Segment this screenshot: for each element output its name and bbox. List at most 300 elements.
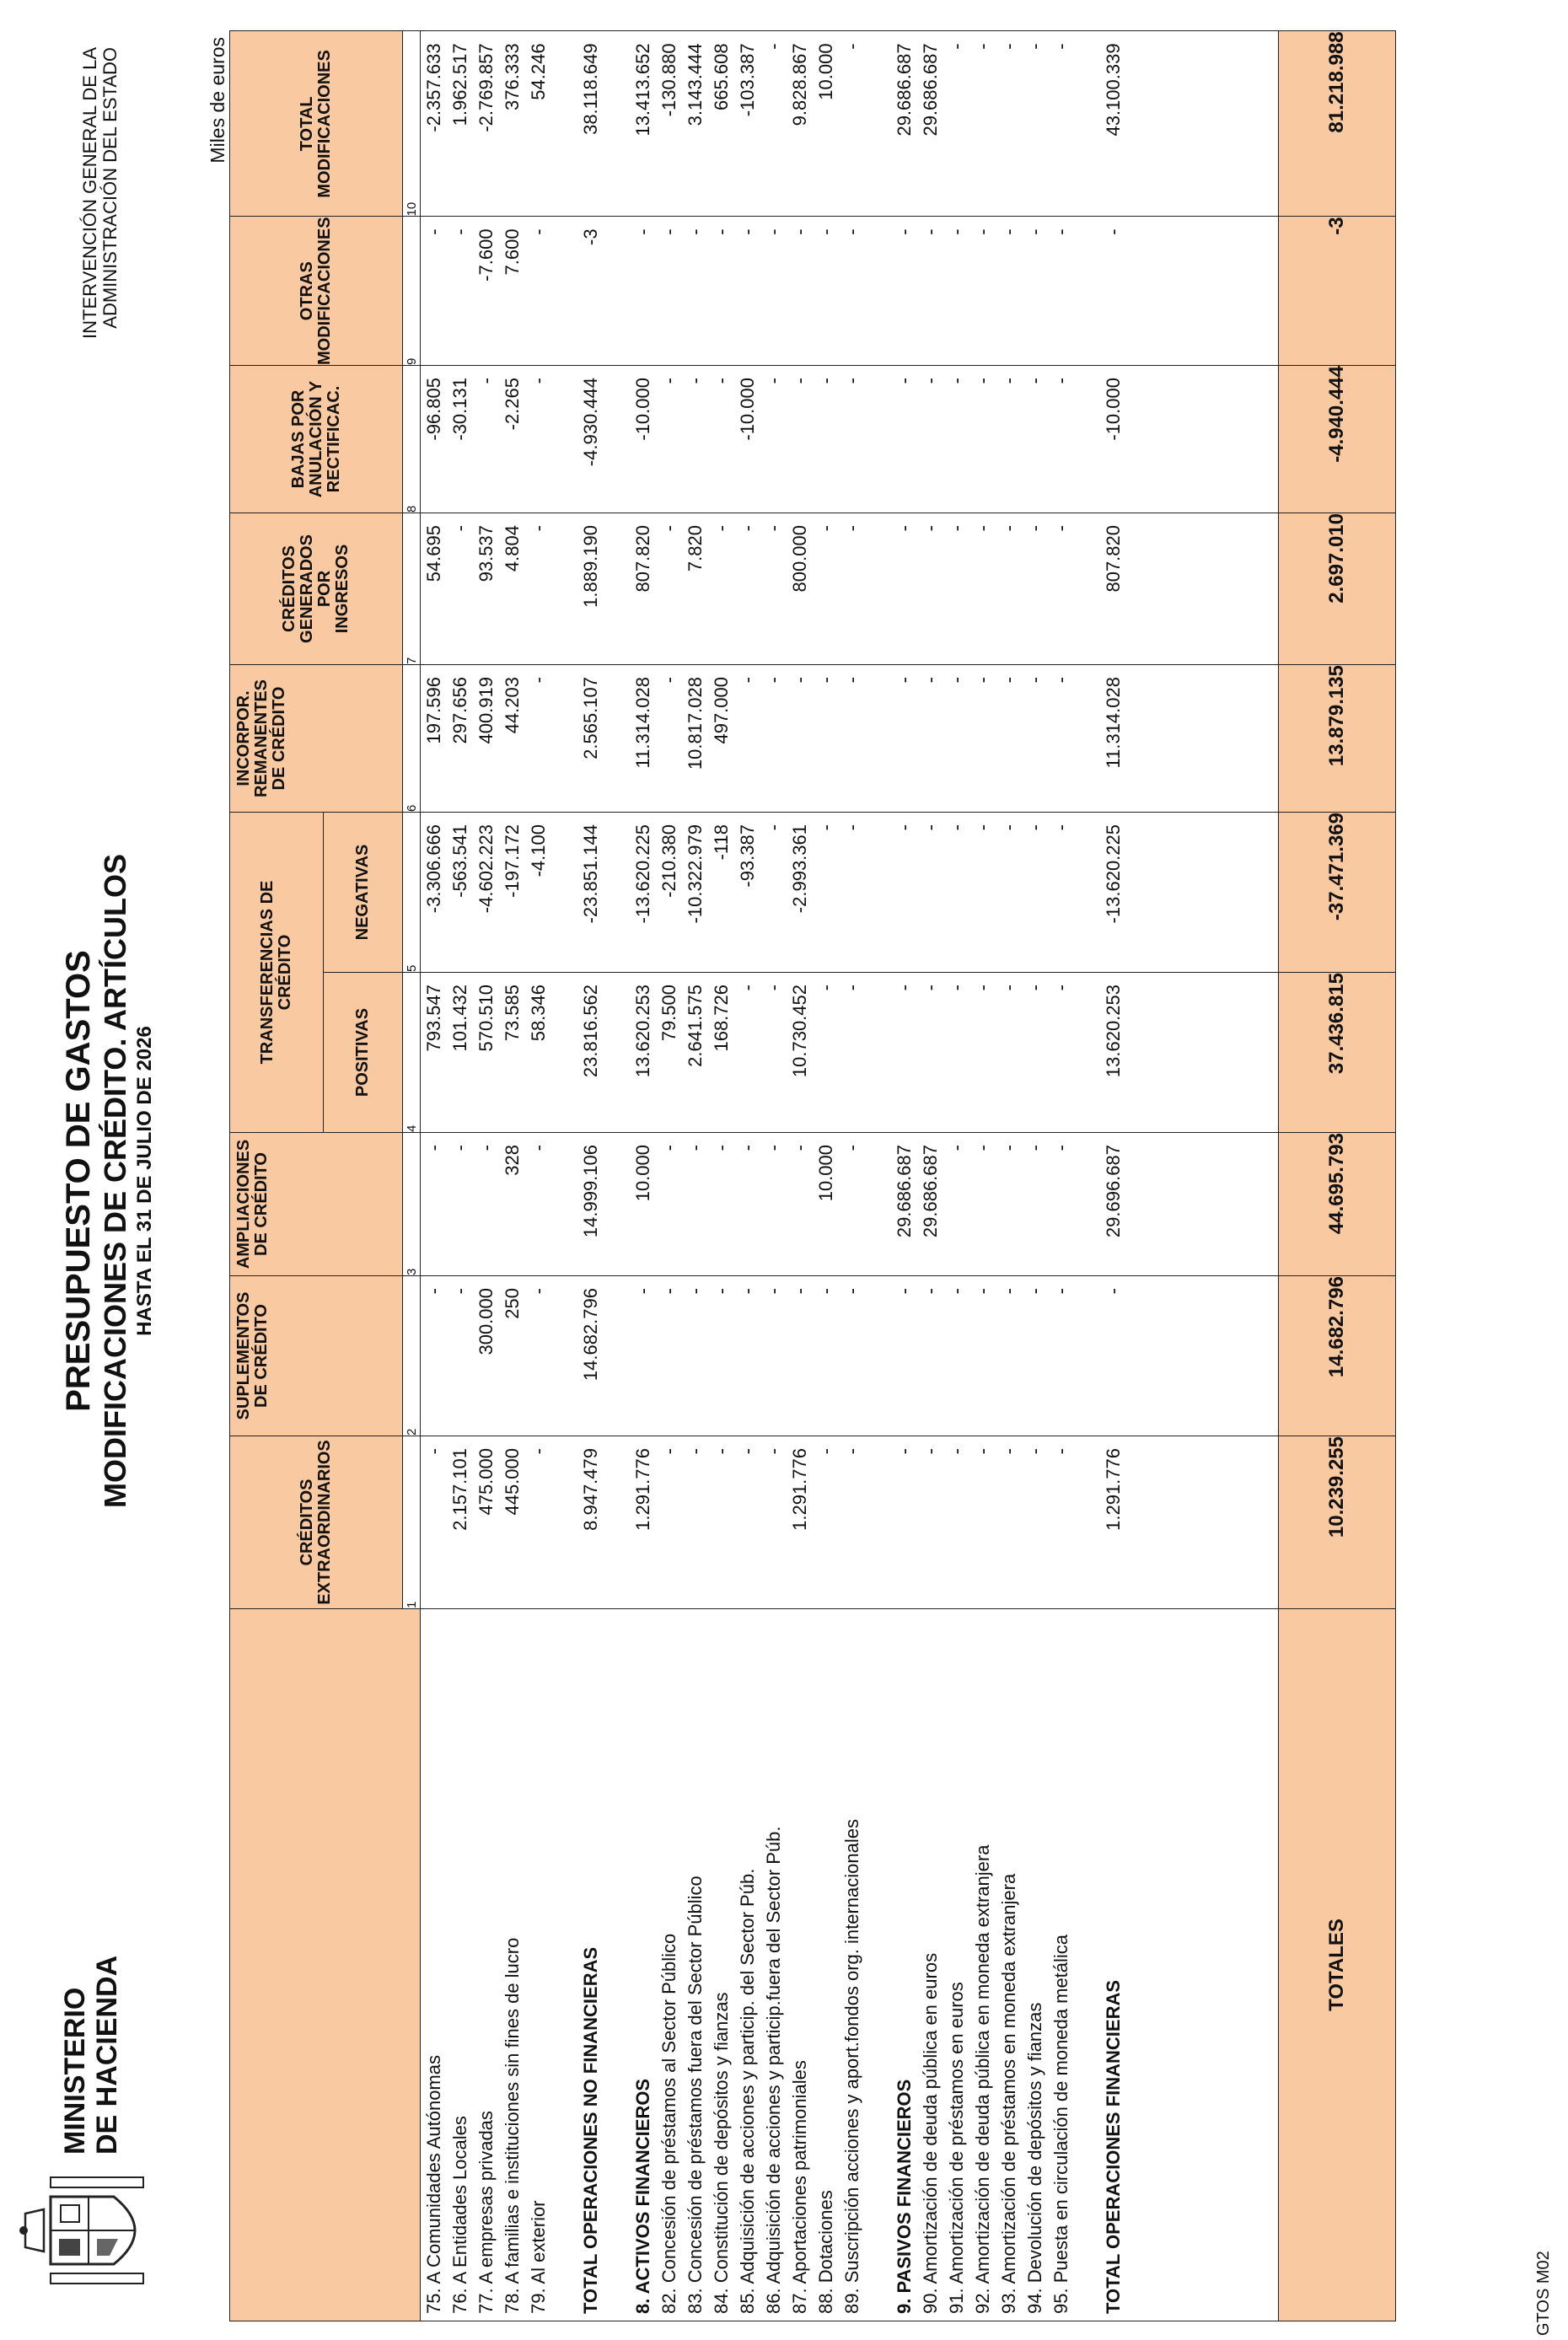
cell-value: - xyxy=(894,525,915,532)
row-label: 84. Constitución de depósitos y fianzas xyxy=(711,1992,732,2314)
cell-value: - xyxy=(1050,43,1071,50)
cell-value: - xyxy=(920,228,941,235)
cell-value: 101.432 xyxy=(449,985,470,1052)
cell-value: 29.686.687 xyxy=(894,43,915,137)
cell-value: 2.565.107 xyxy=(580,677,601,759)
row-spacer xyxy=(551,366,577,513)
row-label: 9. PASIVOS FINANCIEROS xyxy=(894,2079,915,2314)
cell-value: - xyxy=(528,378,549,384)
row-spacer xyxy=(1074,1609,1100,2321)
cell-value: - xyxy=(998,1288,1019,1295)
cell-value: - xyxy=(1024,677,1045,684)
cell-value: 328 xyxy=(502,1145,523,1176)
cell-value: - xyxy=(972,677,993,684)
cell-value: 93.537 xyxy=(475,525,497,582)
cell-value: - xyxy=(658,1288,679,1295)
cell-value: - xyxy=(1050,1288,1071,1295)
cell-value: - xyxy=(1050,1448,1071,1455)
cell-value: 29.686.687 xyxy=(894,1145,915,1238)
row-label: TOTAL OPERACIONES NO FINANCIERAS xyxy=(580,1946,601,2314)
values-column-4 xyxy=(421,973,1279,1133)
cell-value: - xyxy=(789,1145,810,1151)
cell-value: - xyxy=(972,1145,993,1151)
cell-value: 10.000 xyxy=(632,1145,653,1202)
row-spacer xyxy=(865,1276,891,1436)
cell-value: - xyxy=(528,1288,549,1295)
cell-value: 250 xyxy=(502,1288,523,1319)
cell-value: - xyxy=(475,378,497,384)
cell-value: 1.962.517 xyxy=(449,43,470,126)
cell-value: 475.000 xyxy=(475,1448,497,1516)
cell-value: - xyxy=(841,1288,862,1295)
total-value: 44.695.793 xyxy=(1279,1133,1396,1276)
cell-value: - xyxy=(946,43,967,50)
cell-value: - xyxy=(920,677,941,684)
cell-value: 7.600 xyxy=(502,228,523,276)
cell-value: -4.930.444 xyxy=(580,378,601,467)
cell-value: -10.000 xyxy=(632,378,653,441)
row-spacer xyxy=(551,1276,577,1436)
cell-value: 11.314.028 xyxy=(632,677,653,769)
cell-value: 297.656 xyxy=(449,677,470,744)
row-label: 87. Aportaciones patrimoniales xyxy=(789,2060,810,2314)
cell-value: - xyxy=(920,378,941,384)
header-col-4: POSITIVAS xyxy=(324,973,403,1133)
row-spacer xyxy=(1074,1276,1100,1436)
cell-value: - xyxy=(998,824,1019,831)
cell-value: -4.602.223 xyxy=(475,824,497,914)
cell-value: 13.413.652 xyxy=(632,43,653,137)
cell-value: - xyxy=(1050,985,1071,991)
cell-value: - xyxy=(711,1448,732,1455)
row-spacer xyxy=(604,665,630,812)
units-label: Miles de euros xyxy=(207,37,228,164)
cell-value: - xyxy=(737,228,758,235)
cell-value: 1.291.776 xyxy=(632,1448,653,1531)
cell-value: - xyxy=(1103,228,1124,235)
row-spacer xyxy=(865,973,891,1132)
cell-value: - xyxy=(920,525,941,532)
cell-value: -93.387 xyxy=(737,824,758,888)
total-value: -3 xyxy=(1279,217,1396,366)
row-spacer xyxy=(551,217,577,365)
cell-value: - xyxy=(685,228,706,235)
cell-value: 4.804 xyxy=(502,525,523,572)
total-value: -4.940.444 xyxy=(1279,366,1396,513)
row-spacer xyxy=(1074,665,1100,812)
document-title xyxy=(59,528,157,1834)
total-value: 13.879.135 xyxy=(1279,665,1396,813)
cell-value: - xyxy=(1024,824,1045,831)
cell-value: - xyxy=(763,228,784,235)
cell-value: - xyxy=(972,228,993,235)
cell-value: 665.608 xyxy=(711,43,732,110)
header-col-9: OTRAS MODIFICACIONES xyxy=(230,217,403,366)
header-col-6: INCORPOR. REMANENTES DE CRÉDITO xyxy=(230,665,403,813)
cell-value: - xyxy=(815,824,836,831)
cell-value: - xyxy=(528,228,549,235)
cell-value: - xyxy=(894,985,915,991)
cell-value: - xyxy=(946,1288,967,1295)
cell-value: - xyxy=(763,378,784,384)
values-column-2 xyxy=(421,1276,1279,1436)
cell-value: 10.730.452 xyxy=(789,985,810,1078)
cell-value: - xyxy=(449,1145,470,1151)
cell-value: 54.246 xyxy=(528,43,549,100)
cell-value: - xyxy=(972,1288,993,1295)
cell-value: 29.696.687 xyxy=(1103,1145,1124,1238)
row-label: 86. Adquisición de acciones y particip.fuera del Sector Púb. xyxy=(763,1826,784,2314)
cell-value: -4.100 xyxy=(528,824,549,878)
cell-value: - xyxy=(1050,525,1071,532)
cell-value: -2.265 xyxy=(502,378,523,431)
cell-value: - xyxy=(972,43,993,50)
cell-value: - xyxy=(972,985,993,991)
cell-value: - xyxy=(658,1448,679,1455)
cell-value: -96.805 xyxy=(423,378,444,441)
cell-value: 300.000 xyxy=(475,1288,497,1355)
cell-value: - xyxy=(1050,228,1071,235)
cell-value: 400.919 xyxy=(475,677,497,744)
column-number-row: 1 2 3 4 5 6 7 8 9 10 xyxy=(403,31,421,2321)
header-col-5: NEGATIVAS xyxy=(324,813,403,973)
row-spacer xyxy=(604,217,630,365)
cell-value: - xyxy=(815,1448,836,1455)
cell-value: - xyxy=(789,677,810,684)
cell-value: 14.999.106 xyxy=(580,1145,601,1238)
values-column-5 xyxy=(421,813,1279,973)
cell-value: - xyxy=(658,228,679,235)
cell-value: - xyxy=(763,985,784,991)
row-label: 76. A Entidades Locales xyxy=(449,2116,470,2314)
cell-value: 14.682.796 xyxy=(580,1288,601,1382)
cell-value: - xyxy=(841,824,862,831)
row-spacer xyxy=(1074,513,1100,664)
cell-value: -10.000 xyxy=(1103,378,1124,441)
cell-value: - xyxy=(685,1288,706,1295)
cell-value: - xyxy=(475,1145,497,1151)
cell-value: -197.172 xyxy=(502,824,523,898)
cell-value: 497.000 xyxy=(711,677,732,744)
cell-value: -2.993.361 xyxy=(789,824,810,914)
row-label: 95. Puesta en circulación de moneda metálica xyxy=(1050,1934,1071,2314)
cell-value: - xyxy=(449,525,470,532)
cell-value: 2.641.575 xyxy=(685,985,706,1067)
cell-value: - xyxy=(528,677,549,684)
row-spacer xyxy=(551,813,577,972)
header-transfers: TRANSFERENCIAS DE CRÉDITO xyxy=(230,813,324,1133)
row-label: 94. Devolución de depósitos y fianzas xyxy=(1024,2002,1045,2314)
row-label: 75. A Comunidades Autónomas xyxy=(423,2055,444,2314)
cell-value: - xyxy=(894,824,915,831)
cell-value: - xyxy=(763,1448,784,1455)
row-spacer xyxy=(604,973,630,1132)
cell-value: - xyxy=(423,1448,444,1455)
cell-value: - xyxy=(946,824,967,831)
values-column-7 xyxy=(421,513,1279,665)
row-spacer xyxy=(604,31,630,216)
cell-value: - xyxy=(763,43,784,50)
cell-value: - xyxy=(528,1448,549,1455)
cell-value: 43.100.339 xyxy=(1103,43,1124,137)
cell-value: -103.387 xyxy=(737,43,758,117)
cell-value: - xyxy=(998,228,1019,235)
cell-value: -3.306.666 xyxy=(423,824,444,914)
cell-value: - xyxy=(1050,677,1071,684)
cell-value: - xyxy=(920,985,941,991)
cell-value: - xyxy=(946,1145,967,1151)
row-spacer xyxy=(865,1609,891,2321)
row-spacer xyxy=(604,1133,630,1275)
cell-value: 10.000 xyxy=(815,43,836,100)
cell-value: -118 xyxy=(711,824,732,861)
row-label: 85. Adquisición de acciones y particip. del Sector Púb. xyxy=(737,1868,758,2314)
row-spacer xyxy=(865,665,891,812)
cell-value: - xyxy=(711,378,732,384)
cell-value: 800.000 xyxy=(789,525,810,593)
table-body xyxy=(421,31,1279,2321)
cell-value: 29.686.687 xyxy=(920,43,941,137)
cell-value: - xyxy=(711,1288,732,1295)
cell-value: 29.686.687 xyxy=(920,1145,941,1238)
cell-value: -10.000 xyxy=(737,378,758,441)
cell-value: -2.769.857 xyxy=(475,43,497,132)
cell-value: - xyxy=(449,228,470,235)
cell-value: - xyxy=(972,824,993,831)
cell-value: - xyxy=(894,378,915,384)
row-spacer xyxy=(1074,813,1100,972)
cell-value: - xyxy=(789,228,810,235)
cell-value: - xyxy=(894,677,915,684)
cell-value: -563.541 xyxy=(449,824,470,898)
cell-value: 445.000 xyxy=(502,1448,523,1516)
cell-value: - xyxy=(763,824,784,831)
cell-value: - xyxy=(763,677,784,684)
row-label: 93. Amortización de préstamos en moneda extranjera xyxy=(998,1873,1019,2314)
cell-value: - xyxy=(737,985,758,991)
cell-value: - xyxy=(841,677,862,684)
total-value: 10.239.255 xyxy=(1279,1436,1396,1609)
cell-value: - xyxy=(658,677,679,684)
cell-value: -10.322.979 xyxy=(685,824,706,924)
header-col-8: BAJAS POR ANULACIÓN Y RECTIFICAC. xyxy=(230,366,403,513)
header-row xyxy=(230,31,324,2321)
row-label: 8. ACTIVOS FINANCIEROS xyxy=(632,2078,653,2314)
cell-value: - xyxy=(1024,228,1045,235)
cell-value: - xyxy=(685,378,706,384)
cell-value: -210.380 xyxy=(658,824,679,898)
total-value: 14.682.796 xyxy=(1279,1276,1396,1436)
totals-row xyxy=(1279,31,1396,2321)
total-value: 81.218.988 xyxy=(1279,31,1396,217)
cell-value: - xyxy=(711,228,732,235)
cell-value: -3 xyxy=(580,228,601,245)
row-label: 92. Amortización de deuda pública en moneda extranjera xyxy=(972,1844,993,2314)
cell-value: - xyxy=(946,677,967,684)
row-spacer xyxy=(865,513,891,664)
cell-value: 38.118.649 xyxy=(580,43,601,135)
cell-value: - xyxy=(815,1288,836,1295)
cell-value: - xyxy=(632,1288,653,1295)
row-spacer xyxy=(865,366,891,513)
cell-value: 197.596 xyxy=(423,677,444,744)
cell-value: - xyxy=(946,525,967,532)
row-spacer xyxy=(551,973,577,1132)
cell-value: -23.851.144 xyxy=(580,824,601,924)
cell-value: -130.880 xyxy=(658,43,679,117)
values-column-9 xyxy=(421,217,1279,366)
cell-value: -13.620.225 xyxy=(1103,824,1124,924)
title-line-2: MODIFICACIONES DE CRÉDITO. ARTÍCULOS xyxy=(98,853,132,1509)
cell-value: - xyxy=(763,525,784,532)
cell-value: - xyxy=(711,525,732,532)
cell-value: 58.346 xyxy=(528,985,549,1042)
cell-value: - xyxy=(841,228,862,235)
row-label: 77. A empresas privadas xyxy=(475,2111,497,2314)
cell-value: - xyxy=(841,525,862,532)
row-label: 91. Amortización de préstamos en euros xyxy=(946,1982,967,2314)
values-column-8 xyxy=(421,366,1279,513)
title-line-3: HASTA EL 31 DE JULIO DE 2026 xyxy=(133,1026,156,1336)
agency-name: INTERVENCIÓN GENERAL DE LA ADMINISTRACIÓN DEL ESTADO xyxy=(79,47,121,339)
row-spacer xyxy=(1074,31,1100,216)
cell-value: - xyxy=(972,1448,993,1455)
cell-value: 23.816.562 xyxy=(580,985,601,1078)
cell-value: - xyxy=(737,1448,758,1455)
row-spacer xyxy=(604,366,630,513)
cell-value: - xyxy=(841,378,862,384)
cell-value: - xyxy=(894,1448,915,1455)
row-spacer xyxy=(1074,973,1100,1132)
cell-value: - xyxy=(685,1145,706,1151)
cell-value: - xyxy=(920,1448,941,1455)
row-spacer xyxy=(604,513,630,664)
cell-value: 1.291.776 xyxy=(789,1448,810,1531)
concept-column xyxy=(421,1609,1279,2321)
cell-value: - xyxy=(841,1448,862,1455)
cell-value: - xyxy=(789,378,810,384)
cell-value: - xyxy=(815,985,836,991)
row-spacer xyxy=(551,31,577,216)
cell-value: - xyxy=(763,1145,784,1151)
header-col-1: CRÉDITOS EXTRAORDINARIOS xyxy=(230,1436,403,1609)
cell-value: 7.820 xyxy=(685,525,706,572)
row-label: 89. Suscripción acciones y aport.fondos org. internacionales xyxy=(841,1818,862,2314)
row-spacer xyxy=(551,1133,577,1275)
cell-value: -2.357.633 xyxy=(423,43,444,132)
cell-value: - xyxy=(1050,378,1071,384)
cell-value: - xyxy=(946,1448,967,1455)
total-value: 2.697.010 xyxy=(1279,513,1396,665)
cell-value: - xyxy=(737,1288,758,1295)
row-label: 78. A familias e instituciones sin fines de lucro xyxy=(502,1937,523,2314)
cell-value: -7.600 xyxy=(475,228,497,282)
title-line-1: PRESUPUESTO DE GASTOS xyxy=(60,950,97,1412)
values-column-10 xyxy=(421,31,1279,217)
row-spacer xyxy=(604,1276,630,1436)
cell-value: 44.203 xyxy=(502,677,523,734)
cell-value: 2.157.101 xyxy=(449,1448,470,1531)
row-spacer xyxy=(551,1609,577,2321)
row-spacer xyxy=(604,813,630,972)
header-col-7: CRÉDITOS GENERADOS POR INGRESOS xyxy=(230,513,403,665)
cell-value: -30.131 xyxy=(449,378,470,441)
cell-value: - xyxy=(946,228,967,235)
cell-value: - xyxy=(998,43,1019,50)
cell-value: 10.000 xyxy=(815,1145,836,1202)
row-label: 79. Al exterior xyxy=(528,2200,549,2314)
cell-value: 1.889.190 xyxy=(580,525,601,608)
cell-value: - xyxy=(998,1448,1019,1455)
cell-value: - xyxy=(737,1145,758,1151)
cell-value: 9.828.867 xyxy=(789,43,810,126)
cell-value: 11.314.028 xyxy=(1103,677,1124,769)
cell-value: - xyxy=(1024,1288,1045,1295)
header-col-3: AMPLIACIONES DE CRÉDITO xyxy=(230,1133,403,1276)
cell-value: -13.620.225 xyxy=(632,824,653,924)
total-value: 37.436.815 xyxy=(1279,973,1396,1133)
cell-value: - xyxy=(658,525,679,532)
cell-value: - xyxy=(894,228,915,235)
total-value: -37.471.369 xyxy=(1279,813,1396,973)
cell-value: - xyxy=(946,378,967,384)
cell-value: - xyxy=(998,677,1019,684)
cell-value: 54.695 xyxy=(423,525,444,582)
cell-value: - xyxy=(946,985,967,991)
cell-value: - xyxy=(841,985,862,991)
cell-value: - xyxy=(815,378,836,384)
cell-value: 13.620.253 xyxy=(1103,985,1124,1078)
header-concept xyxy=(230,1609,421,2321)
cell-value: - xyxy=(737,525,758,532)
header-col-2: SUPLEMENTOS DE CRÉDITO xyxy=(230,1276,403,1436)
cell-value: 8.947.479 xyxy=(580,1448,601,1531)
cell-value: 3.143.444 xyxy=(685,43,706,126)
cell-value: - xyxy=(789,1288,810,1295)
cell-value: - xyxy=(815,525,836,532)
row-label: 88. Dotaciones xyxy=(815,2190,836,2314)
cell-value: - xyxy=(1024,985,1045,991)
row-spacer xyxy=(865,813,891,972)
cell-value: 79.500 xyxy=(658,985,679,1042)
modifications-table xyxy=(229,30,1396,2321)
cell-value: 10.817.028 xyxy=(685,677,706,770)
values-column-6 xyxy=(421,665,1279,813)
footer-code: GTOS M02 xyxy=(1534,2251,1553,2336)
cell-value: - xyxy=(815,677,836,684)
cell-value: - xyxy=(711,1145,732,1151)
cell-value: - xyxy=(423,228,444,235)
cell-value: - xyxy=(920,824,941,831)
cell-value: - xyxy=(815,228,836,235)
cell-value: - xyxy=(1024,1145,1045,1151)
cell-value: 168.726 xyxy=(711,985,732,1052)
cell-value: - xyxy=(632,228,653,235)
cell-value: - xyxy=(841,43,862,50)
row-spacer xyxy=(1074,1133,1100,1275)
totals-label: TOTALES xyxy=(1279,1609,1396,2321)
row-spacer xyxy=(1074,1436,1100,1608)
cell-value: - xyxy=(920,1288,941,1295)
row-spacer xyxy=(865,1133,891,1275)
cell-value: - xyxy=(998,525,1019,532)
cell-value: - xyxy=(998,378,1019,384)
row-label: 82. Concesión de préstamos al Sector Público xyxy=(658,1933,679,2314)
header-col-10: TOTAL MODIFICACIONES xyxy=(230,31,403,217)
cell-value: - xyxy=(1050,1145,1071,1151)
cell-value: - xyxy=(1050,824,1071,831)
cell-value: - xyxy=(685,1448,706,1455)
